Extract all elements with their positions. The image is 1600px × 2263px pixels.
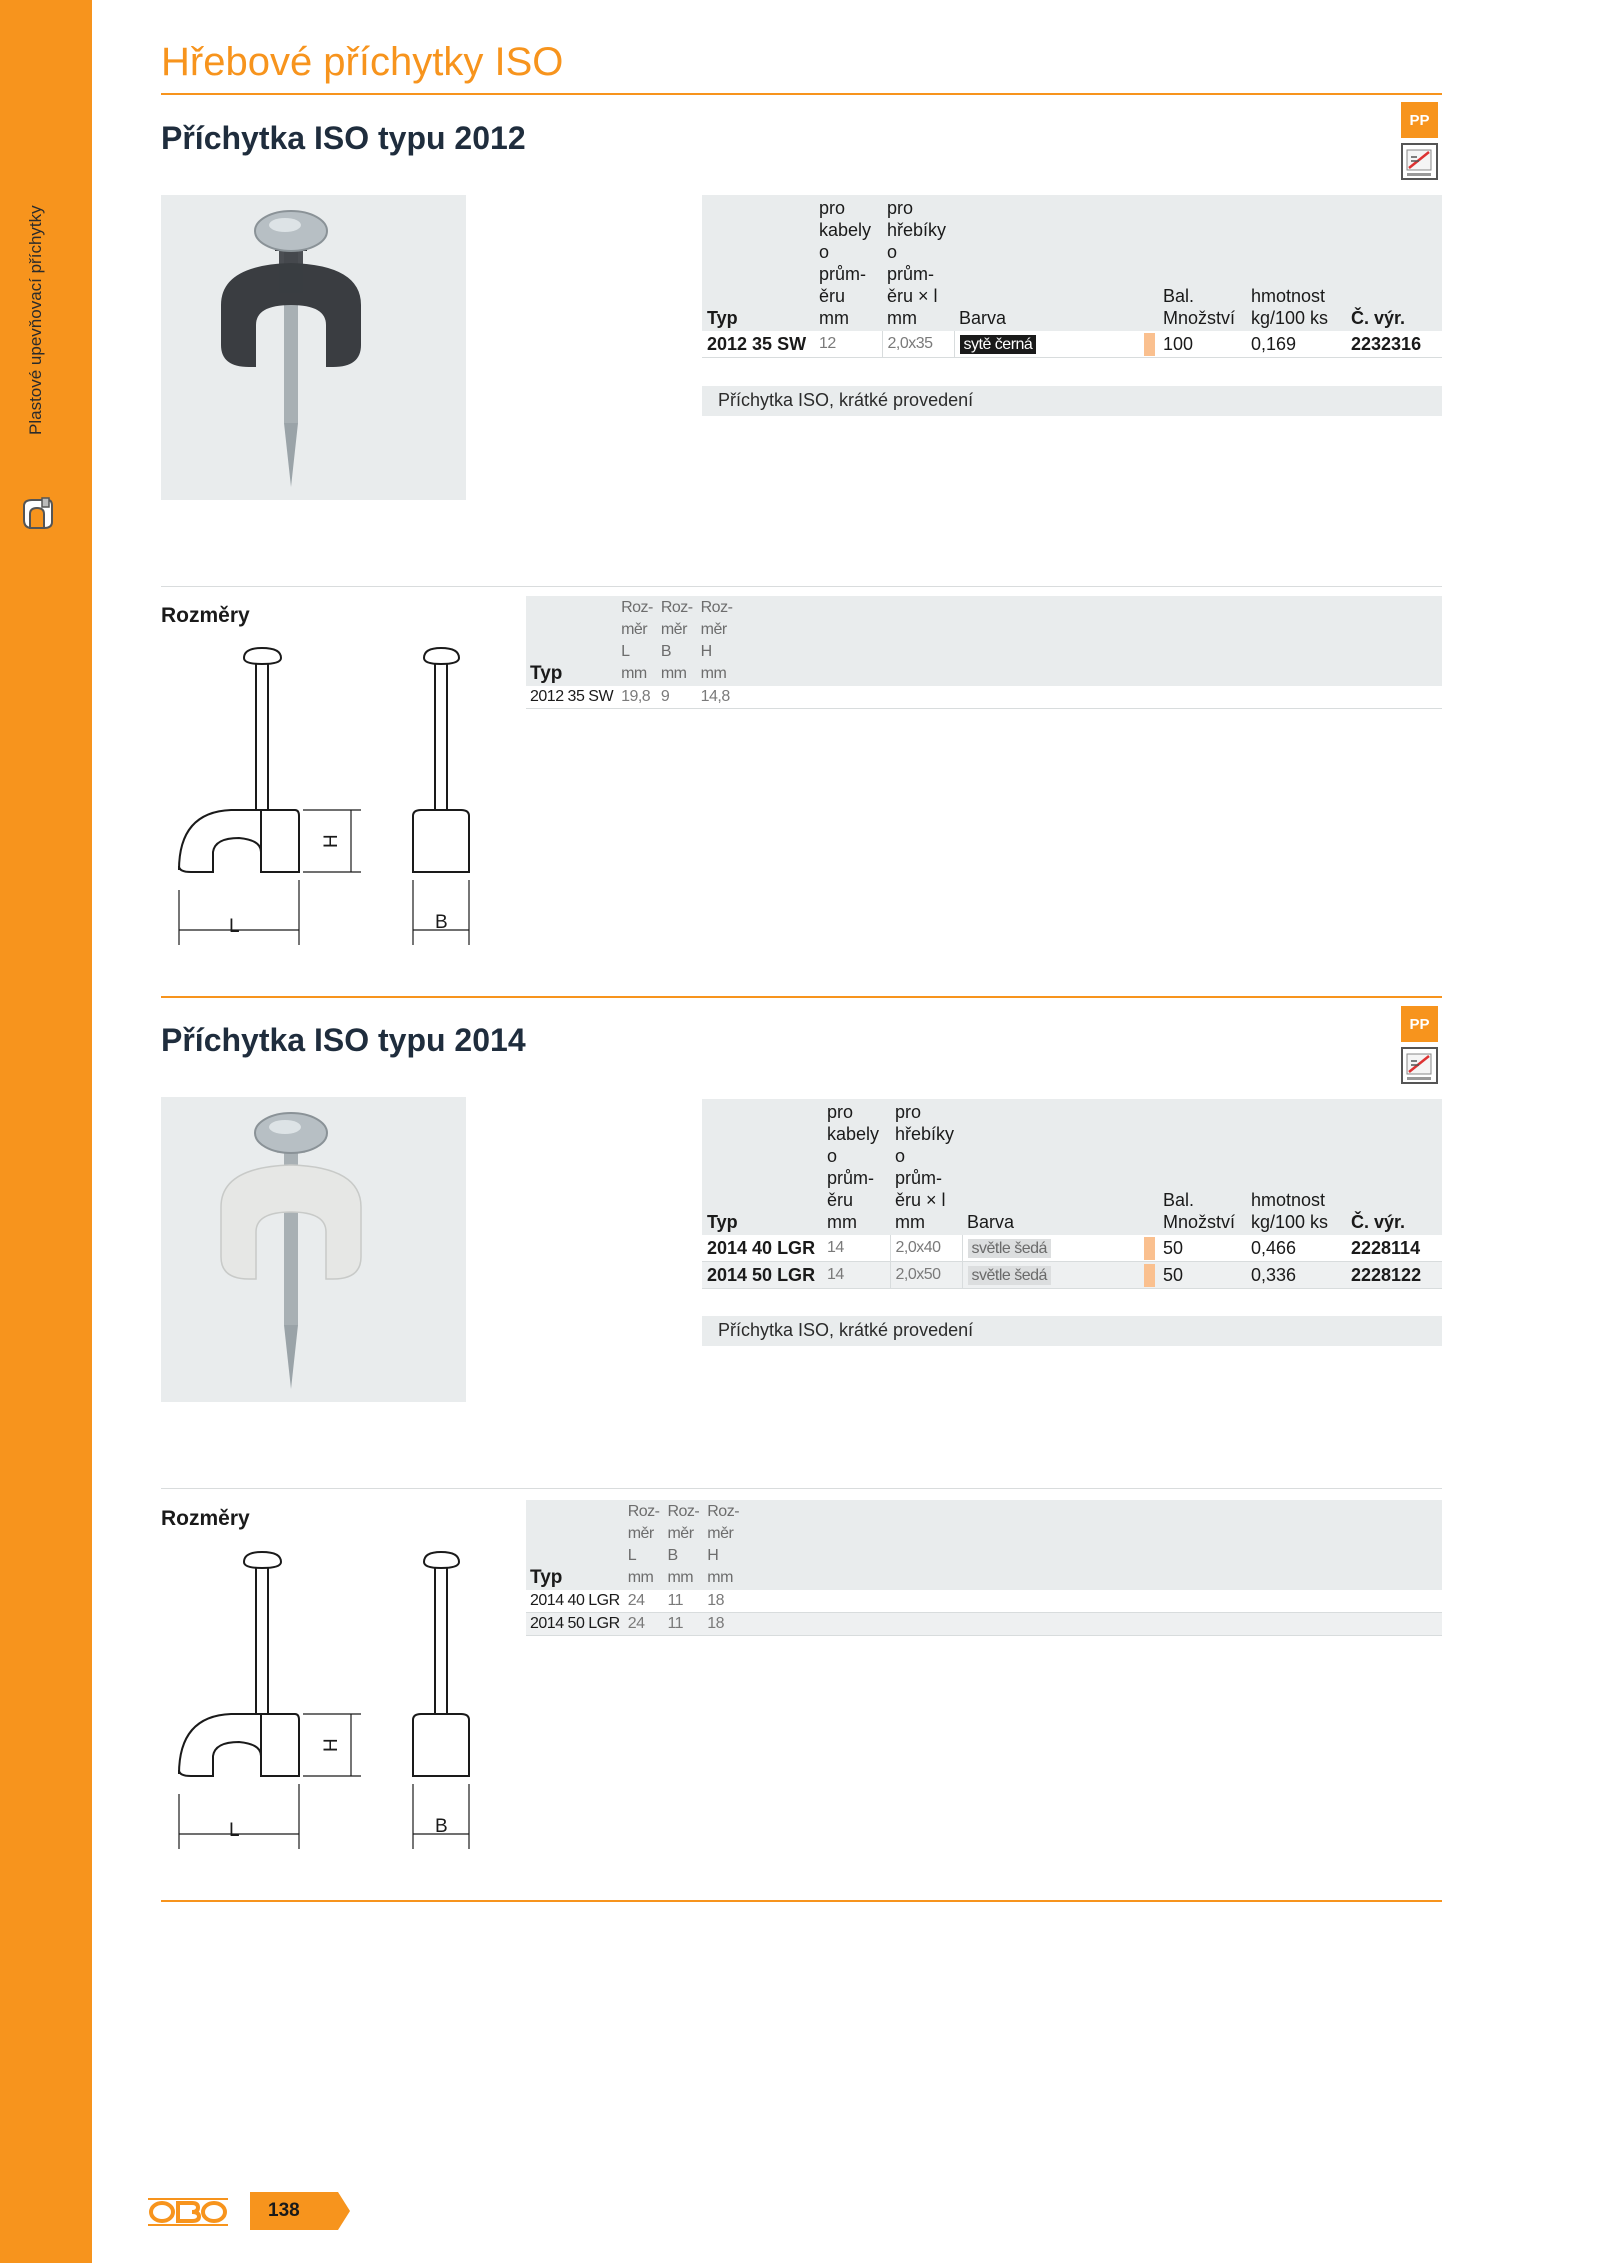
header-divider xyxy=(161,93,1442,95)
dim-col-B xyxy=(663,1500,703,1590)
product-description: Příchytka ISO, krátké provedení xyxy=(702,386,1442,416)
cell-bal: 100 xyxy=(1158,331,1246,358)
hdr-line: měr xyxy=(660,621,687,638)
hdr-line: Množství xyxy=(1163,1212,1236,1232)
dim-col-fill xyxy=(736,596,1442,686)
cell-cvyr: 2232316 xyxy=(1346,331,1442,358)
col-cable xyxy=(822,1099,890,1235)
label-B: B xyxy=(435,912,448,933)
cell-cvyr: 2228122 xyxy=(1346,1262,1442,1289)
product-description: Příchytka ISO, krátké provedení xyxy=(702,1316,1442,1346)
cell-barva xyxy=(962,1235,1144,1262)
product-photo xyxy=(161,1097,466,1402)
col-hmotnost xyxy=(1246,195,1346,331)
certification-icon xyxy=(1401,143,1438,180)
table-row xyxy=(526,1590,1442,1613)
separator-bar xyxy=(1144,1264,1155,1287)
product-table-header xyxy=(702,1099,1442,1235)
separator-bar xyxy=(1144,333,1155,356)
hdr-line: kabely xyxy=(819,220,872,240)
dim-col-typ: Typ xyxy=(526,596,617,686)
dim-cell-H: 18 xyxy=(703,1590,743,1613)
dim-cell-typ: 2012 35 SW xyxy=(526,686,617,709)
cell-nail: 2,0x35 xyxy=(882,331,954,358)
clip-illustration xyxy=(161,195,466,500)
dim-col-L xyxy=(617,596,657,686)
table-row xyxy=(702,1262,1442,1289)
col-cable xyxy=(814,195,882,331)
dim-col-fill xyxy=(743,1500,1442,1590)
color-chip: světle šedá xyxy=(968,1239,1051,1258)
label-L: L xyxy=(229,1820,240,1841)
hdr-line: hmotnost xyxy=(1251,1190,1326,1210)
hdr-line: mm xyxy=(887,308,917,328)
hdr-line: mm xyxy=(895,1212,925,1232)
hdr-line: měr xyxy=(621,621,648,638)
hdr-line: ěru xyxy=(819,286,846,306)
cell-sep xyxy=(1144,1262,1158,1289)
hdr-line: prům- xyxy=(819,264,867,284)
hdr-line: hřebíky xyxy=(887,220,947,240)
cell-typ: 2014 50 LGR xyxy=(702,1262,822,1289)
label-H: H xyxy=(321,834,342,848)
col-barva: Barva xyxy=(954,195,1144,331)
col-nail xyxy=(890,1099,962,1235)
dim-cell-L: 24 xyxy=(624,1590,664,1613)
hdr-line: pro xyxy=(827,1102,854,1122)
cell-typ: 2012 35 SW xyxy=(702,331,814,358)
hdr-line: mm xyxy=(700,665,727,682)
cell-nail: 2,0x40 xyxy=(890,1235,962,1262)
cell-hmotnost: 0,336 xyxy=(1246,1262,1346,1289)
hdr-line: měr xyxy=(707,1525,734,1542)
cell-hmotnost: 0,466 xyxy=(1246,1235,1346,1262)
dim-cell-L: 24 xyxy=(624,1613,664,1636)
hdr-line: mm xyxy=(667,1569,694,1586)
dimensions-table xyxy=(526,596,1442,709)
dim-col-B xyxy=(657,596,697,686)
hdr-line: mm xyxy=(707,1569,733,1586)
cell-hmotnost: 0,169 xyxy=(1246,331,1346,358)
dimension-drawing xyxy=(161,1544,496,1864)
dimensions-table-header xyxy=(526,596,1442,686)
section-divider xyxy=(161,1488,1442,1489)
dim-cell-B: 11 xyxy=(663,1590,703,1613)
hdr-line: mm xyxy=(660,665,687,682)
table-row xyxy=(702,331,1442,358)
hdr-line: Roz- xyxy=(700,599,733,616)
product-photo xyxy=(161,195,466,500)
table-row xyxy=(526,1613,1442,1636)
dim-cell-fill xyxy=(736,686,1442,709)
col-nail xyxy=(882,195,954,331)
clip-illustration xyxy=(161,1097,466,1402)
hdr-line: o xyxy=(895,1146,906,1166)
hdr-line: B xyxy=(667,1547,678,1564)
cell-barva xyxy=(962,1262,1144,1289)
dim-cell-B: 9 xyxy=(657,686,697,709)
section-divider-orange xyxy=(161,1900,1442,1902)
table-row xyxy=(526,686,1442,709)
hdr-line: prům- xyxy=(887,264,935,284)
separator-bar xyxy=(1144,1237,1155,1260)
col-bal xyxy=(1158,195,1246,331)
hdr-line: pro xyxy=(895,1102,922,1122)
dim-cell-L: 19,8 xyxy=(617,686,657,709)
cell-bal: 50 xyxy=(1158,1235,1246,1262)
page-title: Hřebové příchytky ISO xyxy=(161,40,564,84)
hdr-line: Roz- xyxy=(660,599,693,616)
page-number-tab xyxy=(250,2192,350,2230)
cell-cable: 14 xyxy=(822,1262,890,1289)
hdr-line: o xyxy=(827,1146,838,1166)
dimensions-label: Rozměry xyxy=(161,1507,250,1530)
hdr-line: měr xyxy=(700,621,727,638)
col-typ: Typ xyxy=(702,195,814,331)
obo-logo xyxy=(148,2196,228,2228)
hdr-line: kabely xyxy=(827,1124,880,1144)
label-H: H xyxy=(321,1738,342,1752)
material-badge: PP xyxy=(1401,102,1438,138)
col-hmotnost xyxy=(1246,1099,1346,1235)
hdr-line: kg/100 ks xyxy=(1251,308,1329,328)
dim-col-typ: Typ xyxy=(526,1500,624,1590)
hdr-line: hmotnost xyxy=(1251,286,1326,306)
label-B: B xyxy=(435,1816,448,1837)
cell-barva xyxy=(954,331,1144,358)
hdr-line: H xyxy=(700,643,712,660)
label-L: L xyxy=(229,916,240,937)
hdr-line: H xyxy=(707,1547,719,1564)
product-table-header xyxy=(702,195,1442,331)
dim-cell-typ: 2014 40 LGR xyxy=(526,1590,624,1613)
hdr-line: Množství xyxy=(1163,308,1236,328)
hdr-line: mm xyxy=(627,1569,654,1586)
dim-col-L xyxy=(624,1500,664,1590)
color-chip: sytě černá xyxy=(960,335,1037,354)
page-number: 138 xyxy=(268,2200,300,2221)
hdr-line: prům- xyxy=(895,1168,943,1188)
cell-sep xyxy=(1144,331,1158,358)
dim-cell-H: 18 xyxy=(703,1613,743,1636)
hdr-line: o xyxy=(819,242,830,262)
product-table xyxy=(702,195,1442,358)
hdr-line: mm xyxy=(621,665,647,682)
sidebar xyxy=(0,0,92,2263)
material-badge: PP xyxy=(1401,1006,1438,1042)
hdr-line: ěru × l xyxy=(895,1190,946,1210)
hdr-line: Roz- xyxy=(667,1503,700,1520)
hdr-line: L xyxy=(627,1547,637,1564)
dim-cell-fill xyxy=(743,1590,1442,1613)
hdr-line: měr xyxy=(627,1525,654,1542)
col-typ: Typ xyxy=(702,1099,822,1235)
hdr-line: měr xyxy=(667,1525,694,1542)
cell-typ: 2014 40 LGR xyxy=(702,1235,822,1262)
hdr-line: mm xyxy=(819,308,849,328)
hdr-line: Roz- xyxy=(707,1503,740,1520)
table-row xyxy=(702,1235,1442,1262)
col-cvyr: Č. výr. xyxy=(1346,1099,1442,1235)
cell-bal: 50 xyxy=(1158,1262,1246,1289)
dim-cell-typ: 2014 50 LGR xyxy=(526,1613,624,1636)
dimensions-table-header xyxy=(526,1500,1442,1590)
hdr-line: o xyxy=(887,242,898,262)
hdr-line: Roz- xyxy=(621,599,653,616)
col-cvyr: Č. výr. xyxy=(1346,195,1442,331)
hdr-line: Bal. xyxy=(1163,286,1195,306)
section-title: Příchytka ISO typu 2014 xyxy=(161,1022,526,1058)
product-table xyxy=(702,1099,1442,1289)
hdr-line: ěru xyxy=(827,1190,854,1210)
dim-cell-B: 11 xyxy=(663,1613,703,1636)
clip-icon xyxy=(18,496,56,532)
hdr-line: Roz- xyxy=(627,1503,660,1520)
hdr-line: prům- xyxy=(827,1168,875,1188)
cell-sep xyxy=(1144,1235,1158,1262)
certification-icon xyxy=(1401,1047,1438,1084)
color-chip: světle šedá xyxy=(968,1266,1051,1285)
dimensions-table xyxy=(526,1500,1442,1636)
dim-col-H xyxy=(703,1500,743,1590)
hdr-line: pro xyxy=(887,198,914,218)
section-title: Příchytka ISO typu 2012 xyxy=(161,120,526,156)
col-barva: Barva xyxy=(962,1099,1144,1235)
cell-cable: 14 xyxy=(822,1235,890,1262)
dimension-drawing xyxy=(161,640,496,960)
hdr-line: L xyxy=(621,643,630,660)
section-divider-orange xyxy=(161,996,1442,998)
hdr-line: ěru × l xyxy=(887,286,938,306)
hdr-line: B xyxy=(660,643,672,660)
col-sep xyxy=(1144,195,1158,331)
section-divider xyxy=(161,586,1442,587)
dim-col-H xyxy=(697,596,737,686)
cell-cvyr: 2228114 xyxy=(1346,1235,1442,1262)
hdr-line: Bal. xyxy=(1163,1190,1195,1210)
cell-cable: 12 xyxy=(814,331,882,358)
dim-cell-H: 14,8 xyxy=(697,686,737,709)
dimensions-label: Rozměry xyxy=(161,604,250,627)
hdr-line: pro xyxy=(819,198,846,218)
dim-cell-fill xyxy=(743,1613,1442,1636)
col-sep xyxy=(1144,1099,1158,1235)
hdr-line: kg/100 ks xyxy=(1251,1212,1329,1232)
hdr-line: mm xyxy=(827,1212,857,1232)
cell-nail: 2,0x50 xyxy=(890,1262,962,1289)
hdr-line: hřebíky xyxy=(895,1124,955,1144)
sidebar-label: Plastové upevňovací příchytky xyxy=(26,205,45,435)
col-bal xyxy=(1158,1099,1246,1235)
